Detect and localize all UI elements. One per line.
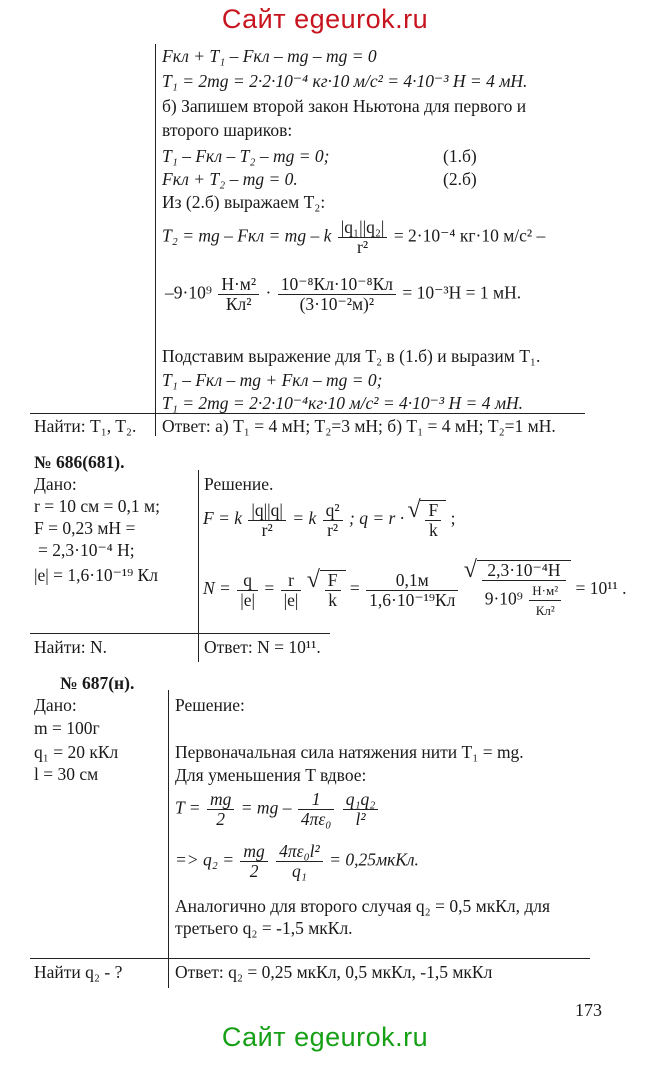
frac-num: Н·м² (218, 275, 259, 295)
p686-given-label: Дано: (34, 474, 77, 494)
frac-num: 4πε₀l² (276, 842, 323, 862)
p687-frac-1 (207, 790, 234, 829)
frac-num: √ F (425, 501, 441, 521)
frac-den: (3·10⁻²м)² (299, 294, 375, 314)
prev-eq-1b: T₁ – Fкл – T₂ – mg = 0; (162, 146, 330, 166)
problem-686-title: № 686(681). (34, 452, 125, 472)
prev-eq-result: = 10⁻³Н = 1 мН. (402, 282, 522, 303)
p686-frac-2 (323, 501, 343, 540)
watermark-top: Сайт egeurok.ru (221, 4, 429, 34)
p686-eq-n (203, 560, 627, 620)
prev-text-substitute: Подставим выражение для T₂ в (1.б) и выразим T₁. (162, 346, 541, 366)
frac-num: Н·м² (529, 581, 561, 601)
p686-frac-1 (248, 501, 286, 540)
prev-eq-2: T₁ = 2mg = 2·2·10⁻⁴ кг·10 м/с² = 4·10⁻³ Н = 4 мН. (162, 71, 528, 91)
p687-frac-4 (240, 842, 267, 881)
frac-num: 1 (298, 790, 335, 810)
watermark-bottom: Сайт egeurok.ru (221, 1022, 429, 1052)
p686-solution-label: Решение. (204, 474, 274, 494)
p686-eq-force (203, 500, 455, 540)
prev-text-b: б) Запишем второй закон Ньютона для первого и (162, 96, 527, 116)
prev-eq-2b-tag: (2.б) (443, 169, 477, 189)
p687-text-third: третьего q₂ = -1,5 мкКл. (175, 918, 353, 938)
prev-find: Найти: T₁, T₂. (34, 416, 137, 436)
frac-den: r² (357, 237, 369, 257)
p686-find-rule (30, 633, 330, 634)
prev-eq-1: Fкл + T₁ – Fкл – mg – mg = 0 (162, 46, 377, 66)
frac-num: q₁q₂ (343, 790, 379, 810)
p686-given-f2: = 2,3·10⁻⁴ Н; (38, 540, 135, 560)
p686-eq-q: ; q = r · (349, 508, 405, 529)
frac-num: 10⁻⁸Кл·10⁻⁸Кл (278, 275, 396, 295)
frac-den: l² (355, 809, 366, 829)
prev-eq-coef: –9·10⁹ (165, 282, 212, 303)
p687-find-rule (30, 958, 590, 959)
frac-num: |q||q| (248, 501, 286, 521)
problem-687-title: № 687(н). (60, 673, 135, 693)
p687-divider (168, 690, 169, 988)
prev-eq-numeric: –9·10⁹ $\frac{\text{Н·м²}}{\text{Кл²}}$ · $\frac{\text{10⁻⁸Кл·10⁻⁸Кл}}{\text{(3·10⁻²м)²}}$ = 10⁻³Н = 1 мН. (165, 274, 522, 314)
frac-den: 9·10⁹ $\frac{\text{Н·м²}}{\text{Кл²}}$ (482, 581, 566, 620)
p686-eq-result: = 10¹¹ . (575, 578, 627, 599)
prev-eq-2b: Fкл + T₂ – mg = 0. (162, 169, 298, 189)
p686-sqrt-2 (320, 570, 346, 610)
frac-num: q (237, 571, 258, 591)
prev-answer: Ответ: а) T₁ = 4 мН; T₂=3 мН; б) T₁ = 4 мН; T₂=1 мН. (162, 416, 556, 436)
frac-den: k (328, 590, 338, 610)
frac-den: |e| (283, 589, 299, 610)
p686-given-f: F = 0,23 мН = (34, 518, 136, 538)
p686-eq-eq1: = (264, 578, 275, 599)
p687-frac-3 (343, 790, 379, 829)
p686-eq-semicolon: ; (450, 508, 456, 529)
prev-divider (155, 44, 156, 436)
p687-eq-t-mid: = mg – (240, 797, 292, 818)
p687-text-reduce: Для уменьшения T вдвое: (175, 765, 367, 785)
frac-den: 2 (249, 861, 259, 881)
p686-eq-n-lhs: N = (203, 578, 231, 599)
frac-den: Кл² (535, 603, 555, 618)
prev-eq-unit-frac (218, 275, 259, 314)
frac-num: q² (323, 501, 343, 521)
p687-find: Найти q₂ - ? (34, 962, 123, 982)
frac-num: r (281, 571, 302, 591)
prev-eq-t2-frac (338, 218, 388, 257)
prev-text-express: Из (2.б) выражаем T₂: (162, 192, 326, 212)
frac-num: mg (207, 790, 234, 810)
p687-given-l: l = 30 см (34, 764, 99, 784)
p686-frac-5 (366, 571, 458, 610)
prev-eq-t2 (162, 218, 545, 257)
p686-sqrt-1 (420, 500, 446, 540)
p687-solution-label: Решение: (175, 695, 245, 715)
prev-eq-t2-rhs: = 2·10⁻⁴ кг·10 м/с² – (393, 225, 546, 246)
p687-frac-5 (276, 842, 323, 881)
p687-given-q1: q₁ = 20 кКл (34, 742, 119, 762)
p687-eq-q2-result: = 0,25мкКл. (329, 849, 419, 870)
p687-text-initial: Первоначальная сила натяжения нити T₁ = mg. (175, 742, 524, 762)
p687-answer: Ответ: q₂ = 0,25 мкКл, 0,5 мкКл, -1,5 мкКл (175, 962, 493, 982)
frac-num: 0,1м (366, 571, 458, 591)
p686-answer: Ответ: N = 10¹¹. (204, 637, 321, 657)
prev-text-b2: второго шариков: (162, 120, 293, 140)
frac-den: |e| (240, 589, 256, 610)
frac-num: mg (240, 842, 267, 862)
frac-den: Кл² (225, 294, 252, 314)
prev-find-rule (30, 413, 585, 414)
frac-den: r² (261, 519, 273, 540)
frac-den: 2 (216, 809, 226, 829)
p687-eq-t-lhs: T = (175, 797, 201, 818)
p687-text-analog: Аналогично для второго случая q₂ = 0,5 мкКл, для (175, 896, 551, 916)
p687-given-m: m = 100г (34, 718, 100, 738)
p687-eq-q2 (175, 842, 419, 881)
frac-den: 4πε₀ (300, 809, 332, 829)
frac-num: √ F (325, 571, 341, 591)
p687-frac-2 (298, 790, 335, 829)
frac-num: |q₁||q₂| (338, 218, 388, 238)
frac-den: r² (327, 519, 339, 540)
p687-eq-q2-lhs: => q₂ = (175, 849, 235, 870)
p686-frac-3 (237, 571, 258, 610)
prev-eq-t2-lhs: T₂ = mg – Fкл = mg – k (162, 225, 332, 246)
frac-den: k (428, 520, 438, 540)
p686-eq-eq2: = (349, 578, 360, 599)
prev-eq-value-frac (278, 275, 396, 314)
frac-den: q₁ (292, 861, 307, 881)
p686-eq-k: = k (292, 508, 317, 529)
prev-eq-sub: T₁ – Fкл – mg + Fкл – mg = 0; (162, 370, 383, 390)
p686-find: Найти: N. (34, 637, 108, 657)
prev-eq-1b-tag: (1.б) (443, 146, 477, 166)
p686-eq-f: F = k (203, 508, 243, 529)
p686-given-r: r = 10 см = 0,1 м; (34, 496, 160, 516)
frac-den: 1,6·10⁻¹⁹Кл (369, 589, 456, 610)
p686-given-e: |e| = 1,6·10⁻¹⁹ Кл (34, 565, 158, 585)
frac-num: √ 2,3·10⁻⁴Н (482, 561, 566, 581)
p687-eq-t (175, 790, 380, 829)
p686-frac-4 (281, 571, 302, 610)
page-number: 173 (575, 1000, 602, 1020)
p686-sqrt-3 (477, 560, 571, 620)
p687-given-label: Дано: (34, 695, 77, 715)
prev-eq-final: T₁ = 2mg = 2·2·10⁻⁴кг·10 м/с² = 4·10⁻³ Н = 4 мН. (162, 393, 523, 413)
